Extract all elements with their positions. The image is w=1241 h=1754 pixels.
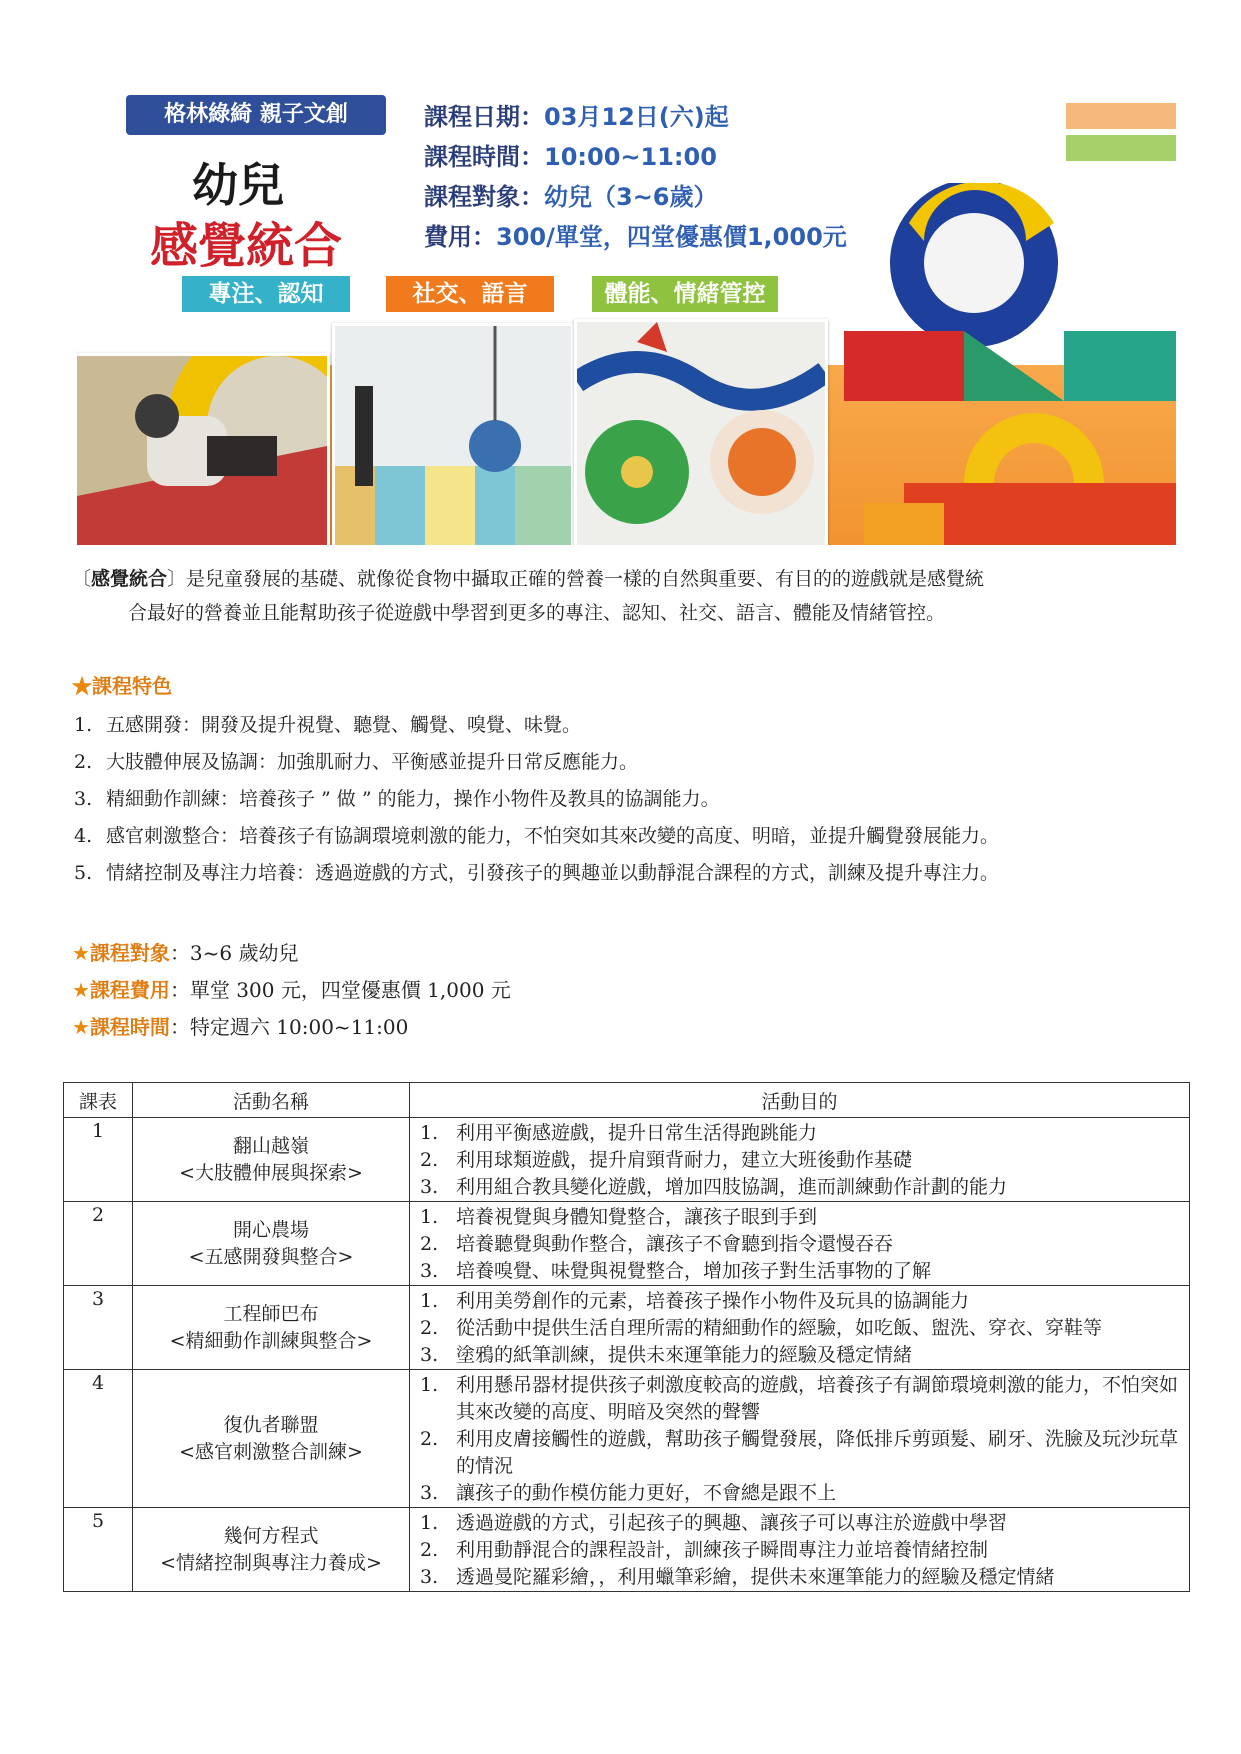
activity-name: 復仇者聯盟 (223, 1413, 319, 1436)
goal-item: 2. 從活動中提供生活自理所需的精細動作的經驗，如吃飯、盥洗、穿衣、穿鞋等 (420, 1317, 1103, 1339)
row-number: 1 (64, 1118, 133, 1202)
goal-item: 3. 讓孩子的動作模仿能力更好，不會總是跟不上 (420, 1482, 837, 1504)
goal-item: 1. 利用懸吊器材提供孩子刺激度較高的遊戲，培養孩子有調節環境刺激的能力，不怕突如其來改變的高度、明暗及突然的聲響 (420, 1374, 1179, 1423)
banner-stripe-orange (1066, 103, 1176, 129)
course-facts (72, 935, 511, 1046)
star-icon: ★ (72, 1015, 90, 1039)
banner-info (424, 97, 847, 257)
intro-line-1: 〔感覺統合〕是兒童發展的基礎、就像從食物中攝取正確的營養一樣的自然與重要、有目的的遊戲就是感覺統 (72, 568, 985, 590)
table-row (64, 1118, 1190, 1202)
activity-subtitle: <情緒控制與專注力養成> (160, 1551, 382, 1574)
foam-blocks-illustration (814, 183, 1176, 545)
activity-subtitle: <五感開發與整合> (188, 1245, 354, 1268)
star-icon: ★ (72, 674, 92, 698)
feature-item: 5. 情緒控制及專注力培養：透過遊戲的方式，引發孩子的興趣並以動靜混合課程的方式，訓練及提升專注力。 (74, 862, 1000, 884)
course-banner (74, 83, 1176, 545)
row-number: 3 (64, 1286, 133, 1370)
activity-name-cell (133, 1118, 410, 1202)
chip-physical: 體能、情緒管控 (592, 276, 778, 312)
info-audience: 課程對象：幼兒（3~6歲） (424, 183, 718, 211)
star-icon: ★ (72, 941, 90, 965)
activity-goals-cell (410, 1370, 1190, 1508)
intro-keyword: 感覺統合 (91, 568, 168, 590)
header-purpose: 活動目的 (410, 1083, 1190, 1118)
goal-item: 3. 利用組合教具變化遊戲，增加四肢協調，進而訓練動作計劃的能力 (420, 1176, 1008, 1198)
goal-item: 1. 透過遊戲的方式，引起孩子的興趣、讓孩子可以專注於遊戲中學習 (420, 1512, 1008, 1534)
header-schedule: 課表 (64, 1083, 133, 1118)
intro-line-2: 合最好的營養並且能幫助孩子從遊戲中學習到更多的專注、認知、社交、語言、體能及情緒管控。 (128, 602, 946, 624)
goal-item: 2. 利用動靜混合的課程設計，訓練孩子瞬間專注力並培養情緒控制 (420, 1539, 989, 1561)
table-row (64, 1286, 1190, 1370)
info-time: 課程時間：10:00~11:00 (424, 143, 717, 171)
activity-goals-cell (410, 1286, 1190, 1370)
activity-goals-cell (410, 1508, 1190, 1592)
banner-title-line1: 幼兒 (192, 158, 284, 212)
info-fee: 費用：300/單堂，四堂優惠價1,000元 (424, 223, 847, 251)
activity-subtitle: <精細動作訓練與整合> (169, 1329, 373, 1352)
goal-item: 3. 培養嗅覺、味覺與視覺整合，增加孩子對生活事物的了解 (420, 1260, 932, 1282)
activity-name-cell (133, 1286, 410, 1370)
activity-goals-cell (410, 1118, 1190, 1202)
banner-title-line2: 感覺統合 (150, 218, 343, 274)
goal-item: 2. 利用皮膚接觸性的遊戲，幫助孩子觸覺發展，降低排斥剪頭髮、刷牙、洗臉及玩沙玩草的情況 (420, 1428, 1179, 1477)
feature-item: 1. 五感開發：開發及提升視覺、聽覺、觸覺、嗅覺、味覺。 (74, 714, 582, 736)
goal-item: 1. 培養視覺與身體知覺整合，讓孩子眼到手到 (420, 1206, 818, 1228)
goal-item: 3. 透過曼陀羅彩繪，，利用蠟筆彩繪，提供未來運筆能力的經驗及穩定情緒 (420, 1566, 1055, 1588)
chip-social: 社交、語言 (386, 276, 554, 312)
goal-item: 3. 塗鴉的紙筆訓練，提供未來運筆能力的經驗及穩定情緒 (420, 1344, 913, 1366)
intro-paragraph (72, 562, 1172, 630)
chip-focus: 專注、認知 (182, 276, 350, 312)
activity-name: 開心農場 (232, 1218, 309, 1241)
info-date: 課程日期：03月12日(六)起 (424, 103, 729, 131)
table-row (64, 1370, 1190, 1508)
photo-child-crawling (74, 353, 330, 545)
activity-goals-cell (410, 1202, 1190, 1286)
activity-name-cell (133, 1508, 410, 1592)
feature-item: 2. 大肢體伸展及協調：加強肌耐力、平衡感並提升日常反應能力。 (74, 751, 639, 773)
goal-item: 1. 利用平衡感遊戲，提升日常生活得跑跳能力 (420, 1122, 818, 1144)
activity-name-cell (133, 1202, 410, 1286)
activity-name: 翻山越嶺 (232, 1134, 309, 1157)
row-number: 4 (64, 1370, 133, 1508)
banner-stripe-green (1066, 135, 1176, 161)
photo-sensory-room (332, 323, 574, 545)
org-tag: 格林綠綺 親子文創 (126, 95, 386, 135)
fact-audience: ★課程對象：3~6 歲幼兒 (72, 941, 299, 965)
photo-wall-toys (574, 319, 828, 545)
goal-item: 2. 培養聽覺與動作整合，讓孩子不會聽到指令還慢吞吞 (420, 1233, 894, 1255)
row-number: 5 (64, 1508, 133, 1592)
fact-fee: ★課程費用：單堂 300 元，四堂優惠價 1,000 元 (72, 978, 511, 1002)
activity-name: 幾何方程式 (223, 1524, 319, 1547)
goal-item: 1. 利用美勞創作的元素，培養孩子操作小物件及玩具的協調能力 (420, 1290, 970, 1312)
goal-item: 2. 利用球類遊戲，提升肩頸背耐力，建立大班後動作基礎 (420, 1149, 913, 1171)
star-icon: ★ (72, 978, 90, 1002)
feature-item: 3. 精細動作訓練：培養孩子 ” 做 ” 的能力，操作小物件及教具的協調能力。 (74, 788, 720, 810)
table-header-row (64, 1083, 1190, 1118)
activity-name-cell (133, 1370, 410, 1508)
feature-item: 4. 感官刺激整合：培養孩子有協調環境刺激的能力，不怕突如其來改變的高度、明暗，並提升觸覺發展能力。 (74, 825, 1000, 847)
activity-subtitle: <感官刺激整合訓練> (179, 1440, 363, 1463)
features-title: ★課程特色 (72, 674, 172, 698)
table-row (64, 1202, 1190, 1286)
schedule-table (63, 1082, 1190, 1592)
activity-name: 工程師巴布 (223, 1302, 319, 1325)
header-activity: 活動名稱 (133, 1083, 410, 1118)
row-number: 2 (64, 1202, 133, 1286)
fact-time: ★課程時間：特定週六 10:00~11:00 (72, 1015, 409, 1039)
table-row (64, 1508, 1190, 1592)
features-list (74, 707, 999, 892)
activity-subtitle: <大肢體伸展與探索> (179, 1161, 363, 1184)
